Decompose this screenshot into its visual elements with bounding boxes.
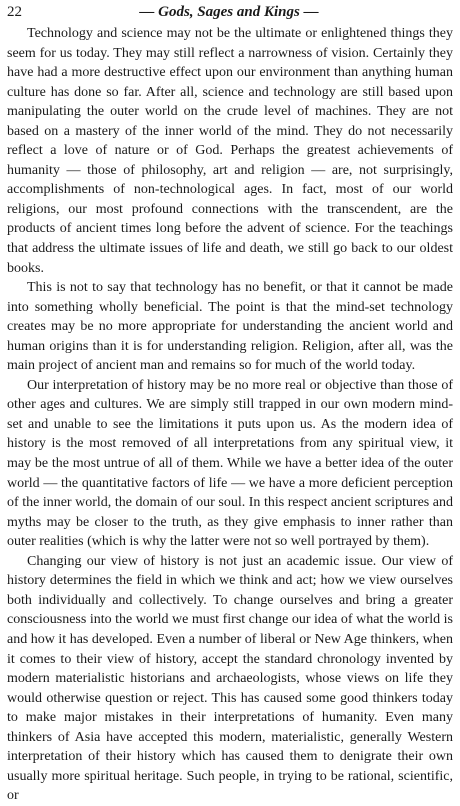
body-text	[7, 24, 453, 806]
page-number: 22	[7, 4, 22, 20]
paragraph-3: Our interpretation of history may be no more real or objective than those of other ages and cultures. We are simply still trapped in our own modern mind-set and unable to see the limitations it puts upon us. As the modern idea of history is the most removed of all interpretations from any spiritual view, it may be the most untrue of all of them. While we have a better idea of the outer world — the quantitative factors of life — we have a more deficient perception of the inner world, the domain of our soul. In this respect ancient scriptures and myths may be closer to the truth, as they give emphasis to inner rather than outer realities (which is why the latter were not so well portrayed by them).	[7, 377, 453, 550]
running-title: — Gods, Sages and Kings —	[139, 4, 319, 20]
paragraph-1: Technology and science may not be the ultimate or enlightened things they seem for us today. They may still reflect a narrowness of vision. Certainly they have had a more destructive effect upon our environment than anything human culture has done so far. After all, science and technology are still based upon manipulating the outer world on the crude level of machines. They are not based on a mastery of the inner world of the mind. They do not necessarily reflect a love of nature or of God. Perhaps the greatest achievements of humanity — those of philosophy, art and religion — are, not surprisingly, accomplishments of non-technological ages. In fact, most of our world religions, our most profound connections with the transcendent, are the products of ancient times long before the advent of science. For the teachings that address the ultimate issues of life and death, we still go back to our oldest books.	[7, 26, 453, 276]
page-header	[7, 2, 451, 22]
paragraph-2: This is not to say that technology has no benefit, or that it cannot be made into something wholly beneficial. The point is that the mind-set technology creates may be no more appropriate for understanding the ancient world and human origins than it is for understanding religion. Religion, after all, was the main project of ancient man and remains so for much of the world today.	[7, 280, 453, 374]
paragraph-4: Changing our view of history is not just an academic issue. Our view of history determines the field in which we think and act; how we view ourselves both individually and collectively. To change ourselves and bring a greater consciousness into the world we must first change our idea of what the world is and how it has developed. Even a number of liberal or New Age thinkers, when it comes to their view of history, accept the standard chronology invented by modern materialistic historians and archaeologists, whose views on life they would otherwise question or reject. This has caused some good thinkers today to make major mistakes in their interpretations of humanity. Even many thinkers of Asia have accepted this modern, materialistic, generally Western interpretation of their history which has caused them to denigrate their own usually more spiritual heritage. Such people, in trying to be rational, scientific, or	[7, 553, 453, 804]
